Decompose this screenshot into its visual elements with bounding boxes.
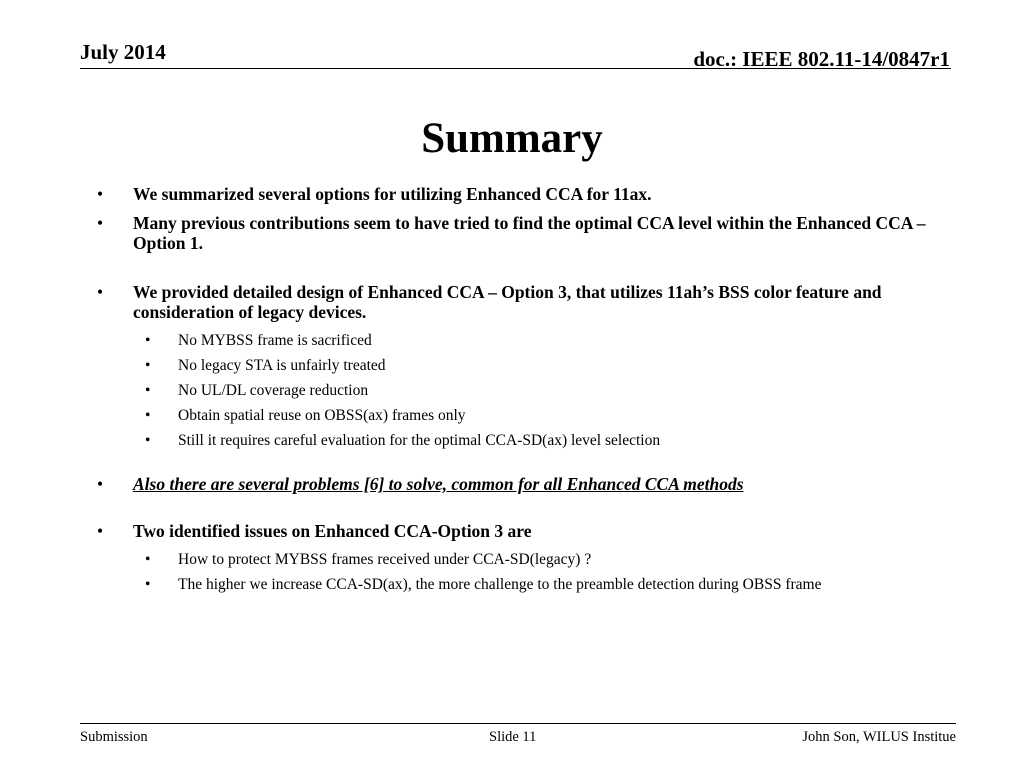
header-doc-id: doc.: IEEE 802.11-14/0847r1 — [693, 47, 950, 71]
sub-bullet-text: No MYBSS frame is sacrificed — [178, 332, 372, 349]
sub-bullet-item — [94, 381, 964, 400]
sub-bullet-marker: • — [145, 357, 151, 374]
sub-bullet-text: Obtain spatial reuse on OBSS(ax) frames only — [178, 407, 466, 424]
sub-bullet-item — [94, 431, 964, 450]
sub-bullet-item — [94, 550, 964, 569]
sub-bullet-text: How to protect MYBSS frames received under CCA-SD(legacy) ? — [178, 551, 592, 568]
sub-bullet-text: No UL/DL coverage reduction — [178, 382, 369, 399]
bullet-text: We provided detailed design of Enhanced CCA – Option 3, that utilizes 11ah’s BSS color feature and consideration of legacy devices. — [133, 282, 882, 322]
bullet-text: We summarized several options for utilizing Enhanced CCA for 11ax. — [133, 184, 652, 204]
sub-bullet-item — [94, 575, 964, 594]
footer-slide-number: Slide 11 — [489, 729, 537, 745]
bullet-text: Two identified issues on Enhanced CCA-Option 3 are — [133, 521, 532, 541]
sub-bullet-marker: • — [145, 407, 151, 424]
footer-author: John Son, WILUS Institue — [802, 729, 956, 745]
header-divider — [80, 68, 951, 69]
sub-bullet-text: No legacy STA is unfairly treated — [178, 357, 386, 374]
slide-title: Summary — [421, 115, 603, 162]
bullet-list — [94, 184, 964, 600]
bullet-marker: • — [97, 521, 104, 541]
sub-bullet-marker: • — [145, 432, 151, 449]
bullet-item — [94, 282, 964, 322]
bullet-text: Many previous contributions seem to have tried to find the optimal CCA level within the Enhanced CCA – Option 1. — [133, 213, 926, 253]
footer-submission: Submission — [80, 729, 148, 745]
sub-bullet-item — [94, 356, 964, 375]
sub-bullet-text: The higher we increase CCA-SD(ax), the more challenge to the preamble detection during OBSS frame — [178, 576, 822, 593]
sub-bullet-text: Still it requires careful evaluation for the optimal CCA-SD(ax) level selection — [178, 432, 661, 449]
bullet-item — [94, 474, 964, 494]
sub-bullet-marker: • — [145, 382, 151, 399]
bullet-marker: • — [97, 213, 104, 233]
bullet-item — [94, 213, 964, 253]
bullet-marker: • — [97, 474, 104, 494]
bullet-item — [94, 184, 964, 204]
sub-bullet-marker: • — [145, 332, 151, 349]
sub-bullet-marker: • — [145, 551, 151, 568]
sub-bullet-item — [94, 331, 964, 350]
header-date: July 2014 — [80, 40, 166, 64]
bullet-marker: • — [97, 184, 104, 204]
bullet-text-emphasis: Also there are several problems [6] to solve, common for all Enhanced CCA methods — [133, 474, 744, 494]
sub-bullet-marker: • — [145, 576, 151, 593]
footer-divider — [80, 723, 956, 724]
bullet-item — [94, 521, 964, 541]
sub-bullet-item — [94, 406, 964, 425]
bullet-marker: • — [97, 282, 104, 302]
